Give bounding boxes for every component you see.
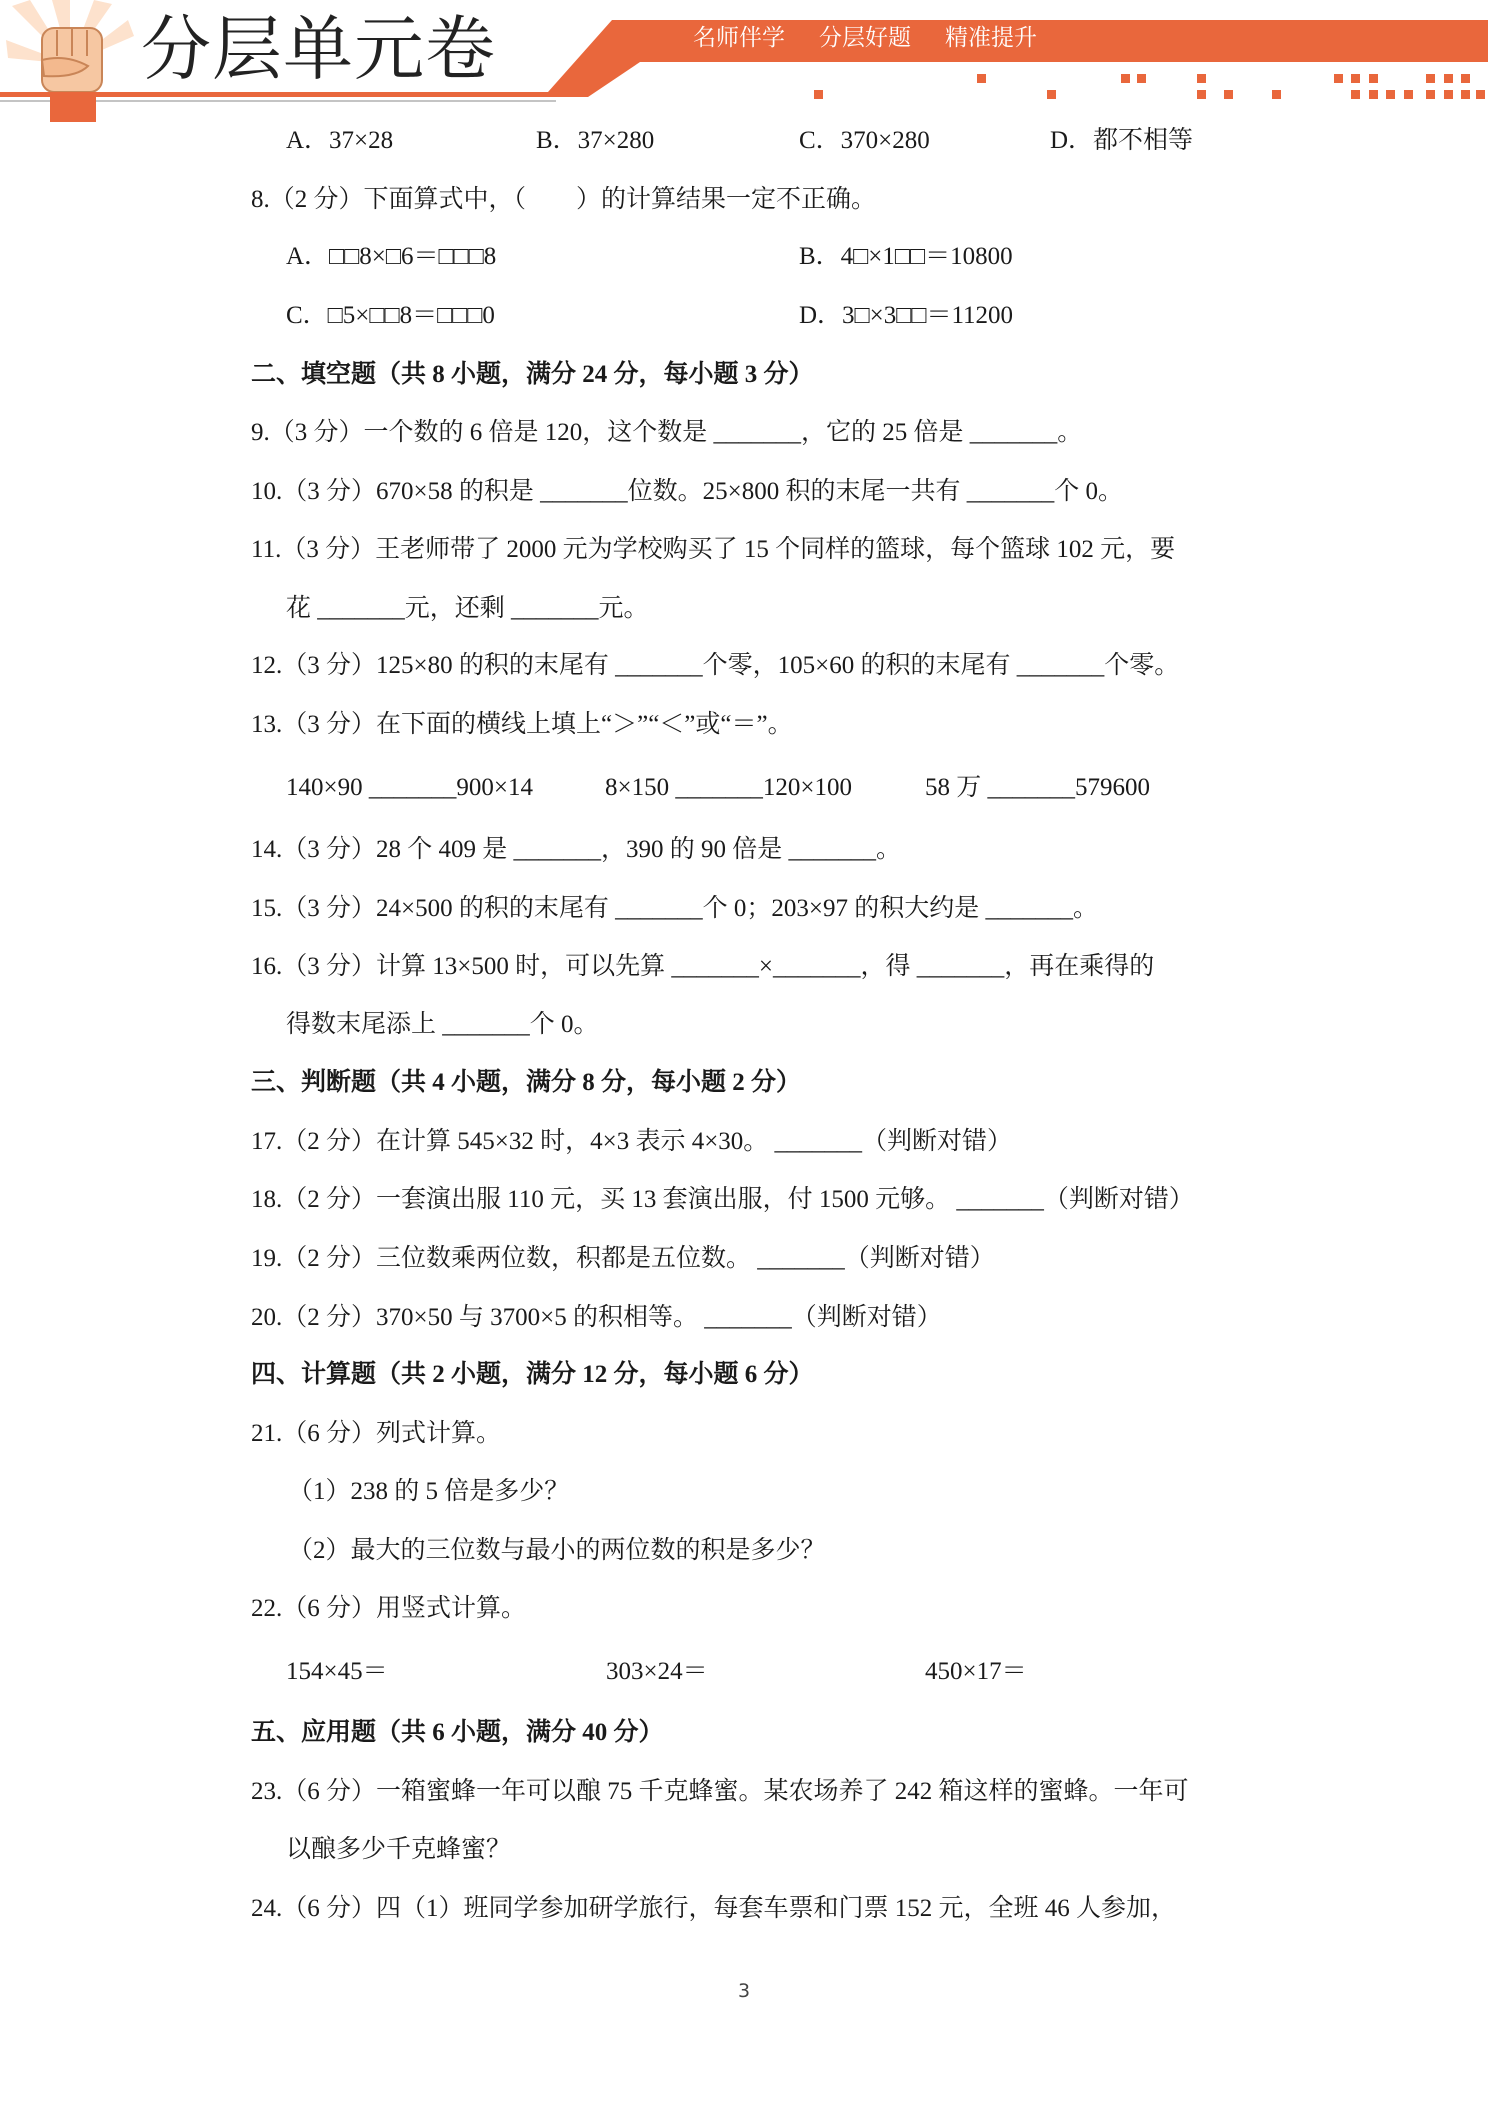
decor-square (1137, 74, 1146, 83)
slogan-item: 精准提升 (945, 25, 1037, 51)
question-22-item: 450×17＝ (925, 1658, 1027, 1685)
decor-square (1461, 90, 1470, 99)
question-23-line-2: 以酿多少千克蜂蜜？ (286, 1836, 512, 1863)
decor-square (1426, 90, 1435, 99)
decor-square (1404, 90, 1413, 99)
q8-option-c: C．□5×□□8＝□□□0 (286, 302, 495, 329)
q8-option-b: B．4□×1□□＝10800 (799, 243, 1013, 270)
q8-option-d: D．3□×3□□＝11200 (799, 302, 1014, 329)
question-20: 20.（2 分）370×50 与 3700×5 的积相等。 _______（判断对错） (251, 1304, 942, 1331)
raised-fist-icon (4, 0, 136, 124)
page-number: 3 (737, 1980, 751, 2002)
question-13-item: 8×150 _______120×100 (605, 774, 852, 801)
question-16-line-1: 16.（3 分）计算 13×500 时，可以先算 _______×_______，得 _______，再在乘得的 (251, 953, 1155, 980)
decor-square (1334, 74, 1343, 83)
decor-square (1444, 74, 1453, 83)
decor-square (1386, 90, 1395, 99)
question-22-item: 303×24＝ (606, 1658, 708, 1685)
question-21-stem: 21.（6 分）列式计算。 (251, 1420, 502, 1447)
question-22-stem: 22.（6 分）用竖式计算。 (251, 1595, 527, 1622)
question-14: 14.（3 分）28 个 409 是 _______，390 的 90 倍是 _______。 (251, 836, 902, 863)
q7-option-a: A．37×28 (286, 127, 394, 154)
section-heading-true-false: 三、判断题（共 4 小题，满分 8 分，每小题 2 分） (251, 1069, 802, 1096)
question-24-line-1: 24.（6 分）四（1）班同学参加研学旅行，每套车票和门票 152 元，全班 46 人参加， (251, 1895, 1177, 1922)
section-heading-calculation: 四、计算题（共 2 小题，满分 12 分，每小题 6 分） (251, 1361, 814, 1388)
decor-square (1224, 90, 1233, 99)
question-13-stem: 13.（3 分）在下面的横线上填上“＞”“＜”或“＝”。 (251, 711, 793, 738)
question-16-line-2: 得数末尾添上 _______个 0。 (286, 1011, 599, 1038)
question-11-line-1: 11.（3 分）王老师带了 2000 元为学校购买了 15 个同样的篮球，每个篮球 102 元，要 (251, 536, 1176, 563)
question-18: 18.（2 分）一套演出服 110 元，买 13 套演出服，付 1500 元够。 _______（判断对错） (251, 1186, 1194, 1213)
question-12: 12.（3 分）125×80 的积的末尾有 _______个零，105×60 的积的末尾有 _______个零。 (251, 652, 1180, 679)
header-dot-pattern (814, 74, 1485, 99)
decor-square (1444, 90, 1453, 99)
question-21-part: （1）238 的 5 倍是多少？ (288, 1478, 570, 1505)
decor-square (1272, 90, 1281, 99)
decor-square (1351, 90, 1360, 99)
decor-square (1369, 90, 1378, 99)
question-13-item: 58 万 _______579600 (925, 774, 1151, 801)
question-13-item: 140×90 _______900×14 (286, 774, 533, 801)
decor-square (1351, 74, 1360, 83)
decor-square (1197, 74, 1206, 83)
question-22-item: 154×45＝ (286, 1658, 388, 1685)
decor-square (1121, 74, 1130, 83)
question-21-part: （2）最大的三位数与最小的两位数的积是多少？ (288, 1537, 826, 1564)
decor-square (1369, 74, 1378, 83)
decor-square (977, 74, 986, 83)
question-19: 19.（2 分）三位数乘两位数，积都是五位数。 _______（判断对错） (251, 1245, 995, 1272)
question-9: 9.（3 分）一个数的 6 倍是 120，这个数是 _______，它的 25 倍是 _______。 (251, 419, 1083, 446)
brand-title: 分层单元卷 (141, 8, 496, 90)
decor-square (1426, 74, 1435, 83)
q8-stem: 8.（2 分）下面算式中，（ ）的计算结果一定不正确。 (251, 186, 877, 213)
decor-square (1461, 74, 1470, 83)
decor-square (1197, 90, 1206, 99)
decor-square (1047, 90, 1056, 99)
question-10: 10.（3 分）670×58 的积是 _______位数。25×800 积的末尾一共有 _______个 0。 (251, 478, 1123, 505)
slogan-item: 分层好题 (819, 25, 911, 51)
q7-option-c: C．370×280 (799, 127, 930, 154)
question-23-line-1: 23.（6 分）一箱蜜蜂一年可以酿 75 千克蜂蜜。某农场养了 242 箱这样的蜜蜂。一年可 (251, 1778, 1189, 1805)
q8-option-a: A．□□8×□6＝□□□8 (286, 243, 497, 270)
question-17: 17.（2 分）在计算 545×32 时，4×3 表示 4×30。 _______（判断对错） (251, 1128, 1013, 1155)
question-11-line-2: 花 _______元，还剩 _______元。 (286, 595, 649, 622)
q7-option-d: D．都不相等 (1050, 127, 1194, 154)
slogan-item: 名师伴学 (693, 25, 785, 51)
decor-square (1476, 90, 1485, 99)
question-15: 15.（3 分）24×500 的积的末尾有 _______个 0；203×97 的积大约是 _______。 (251, 895, 1098, 922)
decor-square (814, 90, 823, 99)
section-heading-fill-in: 二、填空题（共 8 小题，满分 24 分，每小题 3 分） (251, 361, 814, 388)
q7-option-b: B．37×280 (536, 127, 655, 154)
section-heading-word-problems: 五、应用题（共 6 小题，满分 40 分） (251, 1719, 664, 1746)
